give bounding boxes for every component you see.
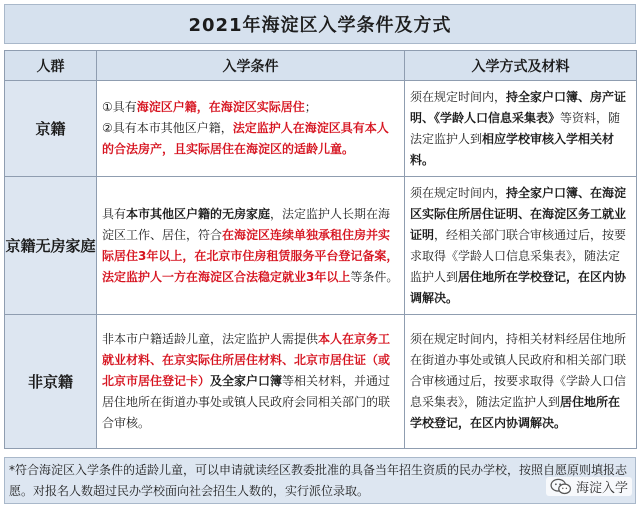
header-row [5,51,637,81]
watermark [546,477,632,496]
condition-cell [97,81,405,177]
table-row-no-house [5,177,637,315]
header-group: 人群 [5,51,97,81]
method-cell: 须在规定时间内，持全家户口簿、房产证明、《学龄人口信息采集表》等资料，随法定监护人到相应学校审核入学相关材料。 [405,81,637,177]
wechat-icon [550,478,572,496]
table-row-beijing [5,81,637,177]
header-method: 入学方式及材料 [405,51,637,81]
footnote: *符合海淀区入学条件的适龄儿童，可以申请就读经区教委批准的具备当年招生资质的民办学校，按照自愿原则填报志愿。对报名人数超过民办学校面向社会招生人数的，实行派位录取。 [4,457,636,504]
watermark-text: 海淀入学 [575,481,628,496]
condition-line-2: ②具有本市其他区户籍，法定监护人在海淀区具有本人的合法房产，且实际居住在海淀区的适龄儿童。 [102,121,389,156]
condition-cell: 具有本市其他区户籍的无房家庭，法定监护人长期在海淀区工作、居住，符合在海淀区连续单独承租住房并实际居住3年以上，在北京市住房租赁服务平台登记备案，法定监护人一方在海淀区合法稳定就业3年以上等条件。 [97,177,405,315]
method-cell: 须在规定时间内，持相关材料经居住地所在街道办事处或镇人民政府和相关部门联合审核通过后，按要求取得《学龄人口信息采集表》，随法定监护人到居住地所在学校登记，在区内协调解决。 [405,315,637,449]
admission-table [4,50,637,449]
group-cell: 京籍无房家庭 [5,177,97,315]
header-condition: 入学条件 [97,51,405,81]
group-cell: 京籍 [5,81,97,177]
group-cell: 非京籍 [5,315,97,449]
condition-cell: 非本市户籍适龄儿童，法定监护人需提供本人在京务工就业材料、在京实际住所居住材料、北京市居住证（或北京市居住登记卡）及全家户口簿等相关材料，并通过居住地所在街道办事处或镇人民政府会同相关部门的联合审核。 [97,315,405,449]
table-row-non-beijing [5,315,637,449]
page-title: 2021年海淀区入学条件及方式 [4,4,636,44]
method-cell: 须在规定时间内，持全家户口簿、在海淀区实际住所居住证明、在海淀区务工就业证明，经相关部门联合审核通过后，按要求取得《学龄人口信息采集表》，随法定监护人到居住地所在学校登记，在区内协调解决。 [405,177,637,315]
condition-line-1: ①具有海淀区户籍，在海淀区实际居住； [102,100,317,114]
